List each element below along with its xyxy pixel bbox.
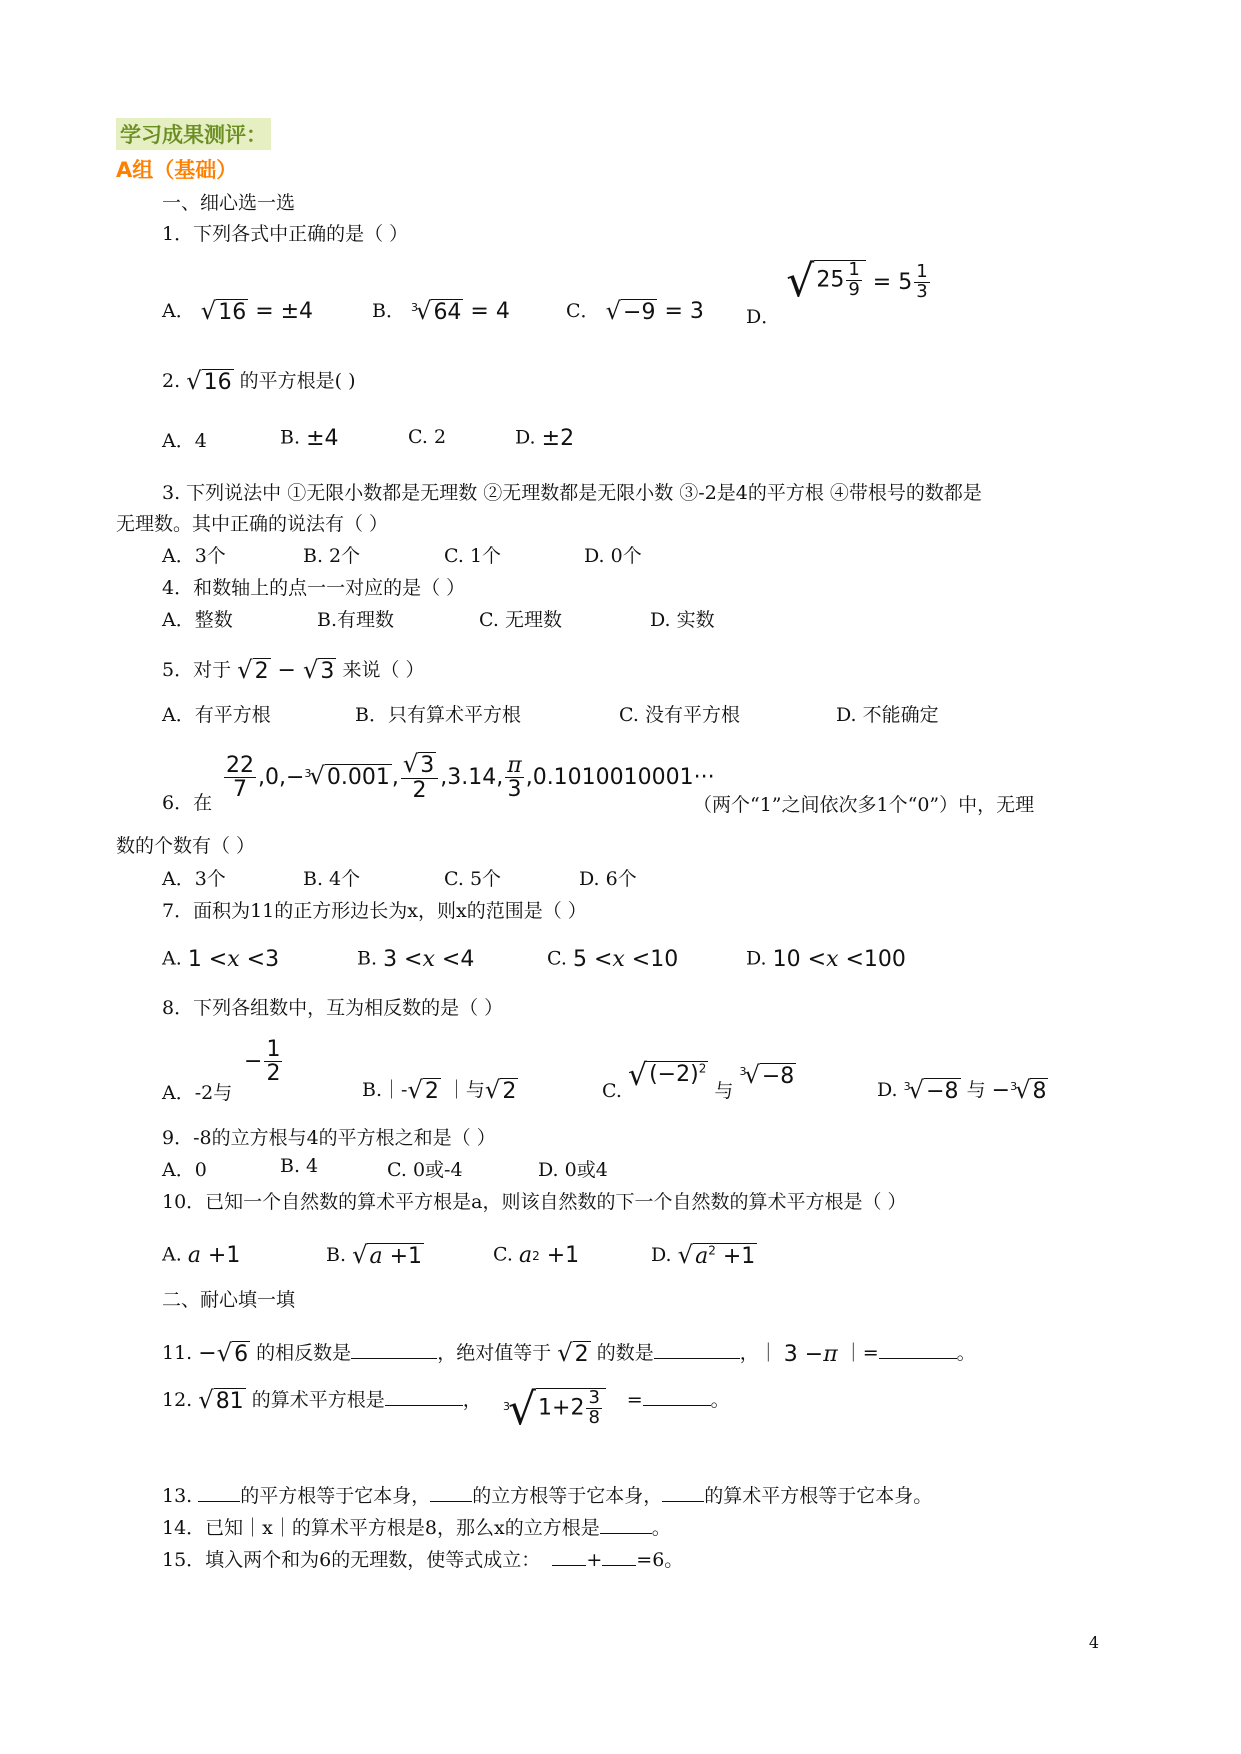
- part1-title: 一、细心选一选: [162, 192, 296, 214]
- q6-stem-tail: （两个“1”之间依次多1个“0”）中，无理: [693, 794, 1035, 816]
- q9-option-d: D. 0或4: [538, 1159, 608, 1181]
- q7-option-a: A. 1 < x <3: [162, 947, 280, 972]
- q8-stem: 8．下列各组数中，互为相反数的是（ ）: [162, 997, 504, 1019]
- part2-title: 二、耐心填一填: [162, 1289, 296, 1311]
- page-number: 4: [1088, 1633, 1099, 1652]
- q9-option-a: A．0: [162, 1159, 207, 1181]
- q13: 13. 的平方根等于它本身， 的立方根等于它本身， 的算术平方根等于它本身。: [162, 1485, 933, 1507]
- q9-option-c: C. 0或-4: [387, 1159, 463, 1181]
- q11: 11. − √ 6 的相反数是 ，绝对值等于 √ 2 的数是 ，｜ 3 − π ｜= 。: [162, 1338, 976, 1367]
- q6-stem-line2: 数的个数有（ ）: [116, 835, 256, 857]
- q7-option-b: B. 3 < x <4: [357, 947, 475, 972]
- q14: 14．已知｜x｜的算术平方根是8，那么x的立方根是 。: [162, 1517, 671, 1539]
- q6-option-b: B. 4个: [303, 868, 361, 890]
- q8-option-a-label: A．-2与: [162, 1082, 233, 1104]
- q4-option-d: D. 实数: [650, 609, 715, 631]
- q3-option-b: B. 2个: [303, 545, 361, 567]
- q13-blank-2[interactable]: [430, 1483, 472, 1502]
- q6-option-c: C. 5个: [444, 868, 502, 890]
- q8-option-b: B.｜- √ 2 ｜与 √ 2: [362, 1075, 517, 1104]
- q4-stem: 4．和数轴上的点一一对应的是（ ）: [162, 577, 466, 599]
- q12-blank-1[interactable]: [385, 1387, 463, 1406]
- q9-option-b: B. 4: [280, 1155, 319, 1177]
- q2-option-a: A．4: [162, 430, 207, 452]
- q14-blank[interactable]: [600, 1515, 652, 1534]
- q11-blank-1[interactable]: [351, 1340, 437, 1359]
- q10-stem: 10．已知一个自然数的算术平方根是a，则该自然数的下一个自然数的算术平方根是（ ）: [162, 1191, 907, 1213]
- q12-blank-2[interactable]: [643, 1387, 711, 1406]
- q6-option-a: A．3个: [162, 868, 226, 890]
- q5-option-b: B．只有算术平方根: [355, 704, 521, 726]
- q6-option-d: D. 6个: [579, 868, 637, 890]
- q3-stem-line2: 无理数。其中正确的说法有（ ）: [116, 513, 389, 535]
- q2-option-d: D. ±2: [515, 426, 575, 451]
- q10-option-d: D. √ $a^2 +1$: [651, 1241, 756, 1269]
- section-heading: 学习成果测评：: [116, 118, 271, 150]
- q13-blank-1[interactable]: [198, 1483, 240, 1502]
- q12-cube-root: 3 √ 1+2 $\frac{3}{8}$: [503, 1388, 606, 1432]
- q3-stem-line1: 3. 下列说法中 ①无限小数都是无理数 ②无理数都是无限小数 ③-2是4的平方根 ④带根号的数都是: [162, 482, 982, 504]
- q3-option-d: D. 0个: [584, 545, 642, 567]
- q13-blank-3[interactable]: [662, 1483, 704, 1502]
- q1-option-c: C． √ −9 = 3: [566, 296, 704, 325]
- q11-blank-2[interactable]: [654, 1340, 740, 1359]
- q8-option-d: D. 3 √ −8 与 − 3 √ 8: [877, 1075, 1047, 1104]
- q15-blank-1[interactable]: [552, 1547, 586, 1566]
- q10-option-b: B. √ a +1: [326, 1241, 423, 1269]
- group-title: A组（基础）: [116, 158, 238, 182]
- q11-blank-3[interactable]: [879, 1340, 957, 1359]
- q10-option-a: A. a +1: [162, 1243, 241, 1268]
- q1-stem: 1．下列各式中正确的是（ ）: [162, 223, 409, 245]
- q1-option-b: B． 3 √ 64 = 4: [372, 296, 510, 325]
- q5-option-d: D. 不能确定: [836, 704, 939, 726]
- q1-option-a: A． √ 16 = ±4: [162, 296, 314, 325]
- q5-stem: 5．对于 √ 2 − √ 3 来说（ ）: [162, 655, 425, 684]
- q9-stem: 9．-8的立方根与4的平方根之和是（ ）: [162, 1127, 496, 1149]
- q3-option-c: C. 1个: [444, 545, 502, 567]
- q2-stem: 2. √ 16 的平方根是( ): [162, 366, 356, 395]
- q15-blank-2[interactable]: [602, 1547, 636, 1566]
- q6-number-list: $\frac{22}{7}$ ,0,− 3 √ 0.001 , √ 3 2 ,3.14, $\frac{\pi}{3}$ ,0.1010010001···: [226, 750, 715, 804]
- q2-option-b: B. ±4: [280, 426, 339, 451]
- q7-stem: 7．面积为11的正方形边长为x，则x的范围是（ ）: [162, 900, 587, 922]
- q4-option-a: A．整数: [162, 609, 233, 631]
- q10-option-c: C. a 2 +1: [493, 1243, 580, 1268]
- q4-option-b: B.有理数: [317, 609, 395, 631]
- q3-option-a: A．3个: [162, 545, 226, 567]
- q4-option-c: C. 无理数: [479, 609, 562, 631]
- q6-label: 6．在: [162, 792, 213, 814]
- q8-option-a-value: − $\frac{1}{2}$: [244, 1037, 281, 1087]
- q2-option-c: C. 2: [408, 426, 447, 448]
- q12: 12. √ 81 的算术平方根是 ， = 。: [162, 1385, 730, 1414]
- q5-option-c: C. 没有平方根: [619, 704, 740, 726]
- q7-option-d: D. 10 < x <100: [746, 947, 906, 972]
- q5-option-a: A．有平方根: [162, 704, 271, 726]
- q15: 15．填入两个和为6的无理数，使等式成立： + =6。: [162, 1549, 684, 1571]
- q8-option-c: C. √ $(-2)^2$ 与 3 √ −8: [602, 1058, 795, 1102]
- q1-option-d: D． √ 25 $\frac{1}{9}$ = 5 $\frac{1}{3}$: [746, 256, 928, 328]
- q7-option-c: C. 5 < x <10: [547, 947, 679, 972]
